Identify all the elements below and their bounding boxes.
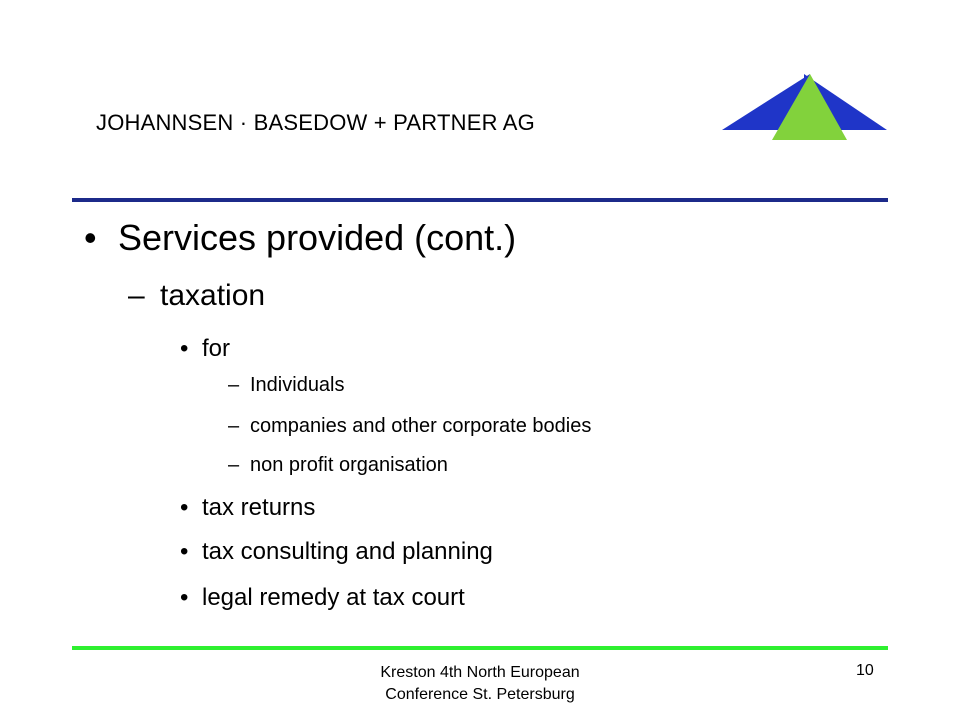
bullet-marker: • (180, 335, 189, 362)
bullet-marker: • (180, 584, 189, 611)
slide-title: Services provided (cont.) (118, 217, 517, 258)
footer-line1: Kreston 4th North European (380, 664, 580, 681)
bottom-divider (72, 646, 888, 650)
item-companies: companies and other corporate bodies (250, 415, 592, 437)
dash-marker: – (228, 415, 240, 437)
bullet-marker: • (84, 217, 97, 258)
bullet-marker: • (180, 538, 189, 565)
pyramid-logo-icon (722, 72, 887, 144)
subtitle-taxation: taxation (160, 279, 266, 312)
item-legal-remedy: legal remedy at tax court (202, 584, 465, 611)
company-name: JOHANNSEN · BASEDOW + PARTNER AG (96, 110, 535, 135)
item-tax-returns: tax returns (202, 494, 316, 521)
dash-marker: – (128, 279, 145, 312)
dash-marker: – (228, 374, 240, 396)
footer-text (330, 662, 630, 706)
footer-line2: Conference St. Petersburg (385, 686, 575, 703)
item-nonprofit: non profit organisation (250, 454, 448, 476)
bullet-marker: • (180, 494, 189, 521)
item-tax-consulting: tax consulting and planning (202, 538, 493, 565)
top-divider (72, 198, 888, 202)
dash-marker: – (228, 454, 240, 476)
page-number: 10 (856, 662, 874, 679)
item-for: for (202, 335, 231, 362)
item-individuals: Individuals (250, 374, 345, 396)
